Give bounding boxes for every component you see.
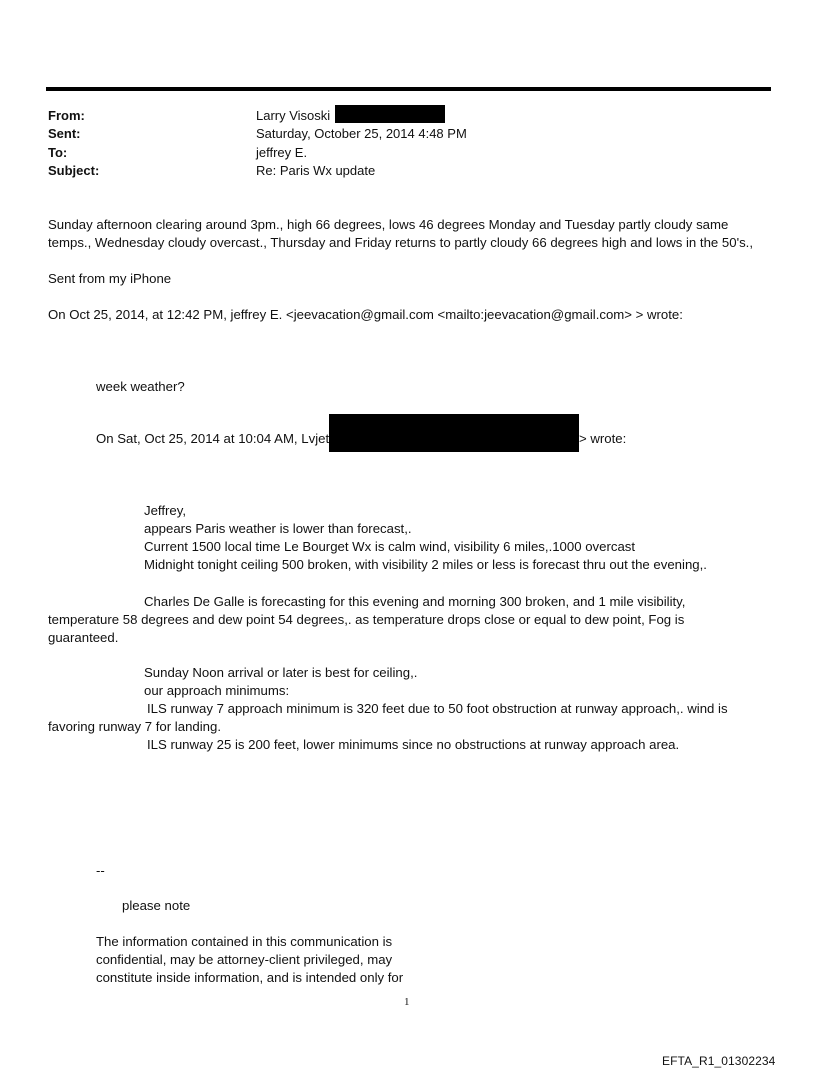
body-line: favoring runway 7 for landing. [48,719,222,734]
header-rule [46,87,771,91]
subject-label: Subject: [48,163,100,178]
body-line: appears Paris weather is lower than forecast,. [144,521,412,536]
body-line: Charles De Galle is forecasting for this evening and morning 300 broken, and 1 mile visibility, [144,594,686,609]
body-line: ILS runway 25 is 200 feet, lower minimums since no obstructions at runway approach area. [147,737,680,752]
document-id: EFTA_R1_01302234 [662,1054,776,1068]
body-line: guaranteed. [48,630,119,645]
redaction-box [329,414,579,452]
quote-intro-end: > wrote: [579,431,627,446]
body-line: temps., Wednesday cloudy overcast., Thursday and Friday returns to partly cloudy 66 degrees high and lows in the 50's., [48,235,754,250]
body-line: temperature 58 degrees and dew point 54 degrees,. as temperature drops close or equal to dew point, Fog is [48,612,685,627]
disclaimer-line: The information contained in this communication is [96,934,393,949]
body-line: our approach minimums: [144,683,290,698]
greeting: Jeffrey, [144,503,187,518]
sent-label: Sent: [48,126,81,141]
body-line: please note [122,898,191,913]
redaction-box [335,105,445,123]
page-number: 1 [404,996,410,1008]
sent-from-line: Sent from my iPhone [48,271,172,286]
quote-intro: On Oct 25, 2014, at 12:42 PM, jeffrey E. <jeevacation@gmail.com <mailto:jeevacation@gmail.com> > wrote: [48,307,683,322]
sent-value: Saturday, October 25, 2014 4:48 PM [256,126,467,141]
body-line: Sunday Noon arrival or later is best for ceiling,. [144,665,418,680]
from-value: Larry Visoski [256,108,331,123]
subject-value: Re: Paris Wx update [256,163,376,178]
body-line: Sunday afternoon clearing around 3pm., high 66 degrees, lows 46 degrees Monday and Tuesday partly cloudy same [48,217,729,232]
disclaimer-line: constitute inside information, and is intended only for [96,970,404,985]
body-line: week weather? [96,379,185,394]
to-label: To: [48,145,68,160]
body-line: ILS runway 7 approach minimum is 320 feet due to 50 foot obstruction at runway approach,. wind is [147,701,728,716]
from-label: From: [48,108,85,123]
to-value: jeffrey E. [256,145,308,160]
signature-separator: -- [96,863,105,878]
body-line: Current 1500 local time Le Bourget Wx is calm wind, visibility 6 miles,.1000 overcast [144,539,636,554]
body-line: Midnight tonight ceiling 500 broken, with visibility 2 miles or less is forecast thru out the evening,. [144,557,707,572]
quote-intro: On Sat, Oct 25, 2014 at 10:04 AM, Lvjet [96,431,330,446]
disclaimer-line: confidential, may be attorney-client privileged, may [96,952,393,967]
